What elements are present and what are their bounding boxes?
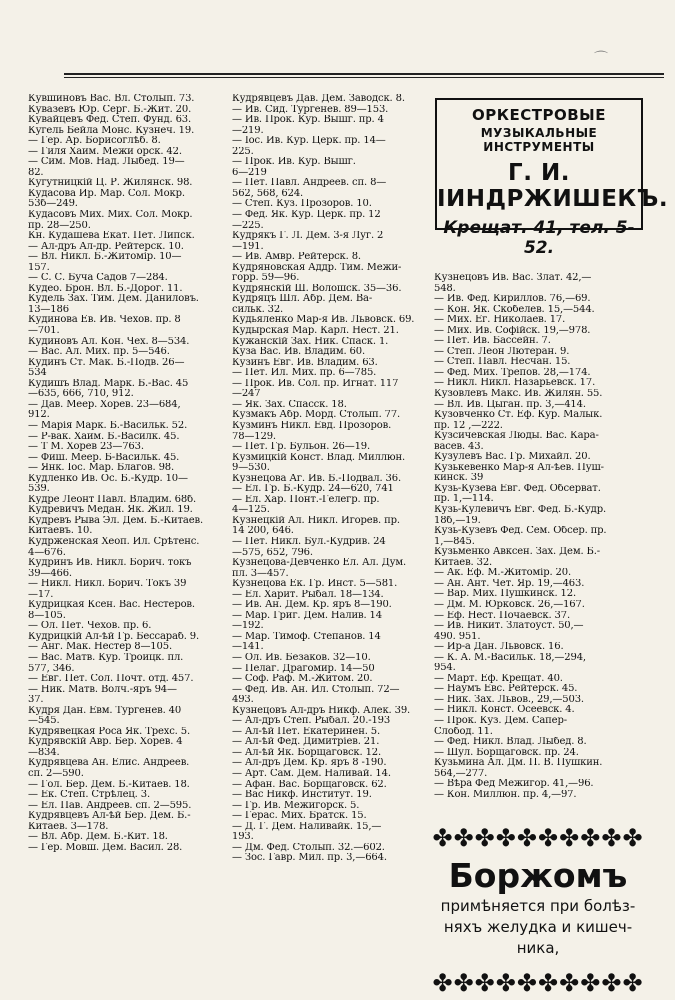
- directory-entry-line: — Ел. Гр. Б.-Кудр. 24—620, 741: [232, 484, 394, 495]
- directory-entry-line: 53б—249.: [28, 199, 78, 210]
- top-rule-thin: [64, 77, 664, 78]
- directory-entry-line: Кудьяленко Мар-я Ив. Львовск. 69.: [232, 315, 415, 326]
- directory-entry-line: 157.: [28, 262, 50, 273]
- directory-entry-line: — Вл. Абр. Дем. Б.-Кит. 18.: [28, 832, 168, 843]
- directory-entry-line: — Пет. Гр. Бульон. 26—19.: [232, 442, 371, 453]
- directory-entry-line: Кудасова Ир. Мар. Сол. Мокр.: [28, 188, 185, 199]
- directory-entry-line: — Прок. Ив. Сол. пр. Игнат. 117: [232, 378, 399, 389]
- directory-entry-line: — Фед. Ив. Ан. Ил. Столып. 72—: [232, 684, 400, 695]
- directory-entry-line: — Афан. Вас. Борщаговск. 62.: [232, 779, 387, 790]
- directory-entry-line: 490. 951.: [434, 631, 481, 642]
- tagline-line-2: няхъ желудка и кишеч-: [443, 918, 633, 936]
- directory-entry-line: 8—105.: [28, 610, 66, 621]
- directory-entry-line: — Ол. Ив. Безаков. 32—10.: [232, 652, 371, 663]
- directory-entry-line: Кувшиновъ Вас. Вл. Столып. 73.: [28, 94, 195, 104]
- directory-entry-line: Кудрявцевъ Ал-ѣй Бер. Дем. Б.-: [28, 811, 191, 822]
- directory-entry-line: — Д. Г. Дем. Наливайк. 15,—: [232, 821, 382, 832]
- directory-entry-line: 1,—845.: [434, 536, 475, 547]
- directory-entry-line: — Ник. Зах. Львов., 29,—503.: [434, 694, 584, 705]
- directory-entry-line: 18б,—19.: [434, 515, 481, 526]
- directory-entry-line: —141.: [232, 642, 264, 653]
- directory-entry-line: —191.: [232, 241, 264, 252]
- directory-entry-line: Кудре Леонт Павл. Владим. 68б.: [28, 494, 197, 505]
- directory-entry-line: Кудрявцева Ан. Елис. Андреев.: [28, 758, 190, 769]
- directory-entry-line: — Як. Зах. Спасск. 18.: [232, 399, 347, 410]
- directory-entry-line: Кужанскій Зах. Ник. Спаск. 1.: [232, 336, 389, 347]
- directory-entry-line: 225.: [232, 146, 254, 157]
- directory-entry-line: 577, 346.: [28, 663, 75, 674]
- directory-entry-line: — Еф. Нест. Почаевск. 37.: [434, 610, 571, 621]
- directory-entry-line: 9—530.: [232, 463, 270, 474]
- directory-entry-line: 564,—277.: [434, 768, 488, 779]
- directory-entry-line: Кузь-Кузевъ Фед. Сем. Обсер. пр.: [434, 526, 607, 537]
- directory-entry-line: Кудринъ Ив. Никл. Борич. токъ: [28, 558, 192, 569]
- directory-entry-line: — Ал-дръ Ал-др. Рейтерск. 10.: [28, 241, 184, 252]
- directory-entry-line: —545.: [28, 716, 60, 727]
- directory-entry-line: — Вл. Никл. Б.-Житомір. 10—: [28, 252, 182, 263]
- directory-entry-line: — Евг. Пет. Сол. Почт. отд. 457.: [28, 674, 194, 685]
- directory-entry-line: горр. 59—96.: [232, 273, 300, 284]
- directory-entry-line: 548.: [434, 283, 456, 294]
- directory-entry-line: — Арт. Сам. Дем. Наливай. 14.: [232, 769, 391, 779]
- directory-entry-line: Кудряновская Аддр. Тим. Межи-: [232, 262, 402, 273]
- directory-entry-line: Кузулевъ Вас. Гр. Михайл. 20.: [434, 452, 591, 463]
- directory-entry-line: Кузь-Кузева Евг. Фед. Обсерват.: [434, 483, 601, 494]
- directory-entry-line: — Ив. Прок. Кур. Вышг. пр. 4: [232, 115, 384, 126]
- directory-entry-line: Кузминъ Никл. Евд. Прозоров.: [232, 420, 392, 431]
- directory-entry-line: — Прок. Куз. Дем. Сапер-: [434, 715, 567, 726]
- borjom-ad: [424, 824, 652, 997]
- directory-entry-line: 493.: [232, 695, 254, 706]
- directory-entry-line: Кузнецовъ Ал-дръ Никф. Алек. 39.: [232, 705, 411, 716]
- directory-entry-line: — Гер. Мовш. Дем. Васил. 28.: [28, 842, 183, 853]
- directory-entry-line: пр. 12 ,—222.: [434, 420, 503, 431]
- directory-entry-line: — Ол. Пет. Чехов. пр. 6.: [28, 621, 152, 632]
- directory-entry-line: Китаев. 3—178.: [28, 821, 109, 832]
- directory-entry-line: Китаевъ. 10.: [28, 526, 93, 537]
- directory-entry-line: — Степ. Леон Лютеран. 9.: [434, 346, 570, 357]
- directory-entry-line: — Шул. Борщаговск. пр. 24.: [434, 747, 579, 758]
- directory-entry-line: — Марія Марк. Б.-Васильк. 52.: [28, 420, 188, 431]
- directory-entry-line: Кузнецова Ек. Гр. Инст. 5—581.: [232, 579, 398, 590]
- directory-entry-line: — Фед. Як. Кур. Церк. пр. 12: [232, 210, 381, 221]
- directory-entry-line: сильк. 32.: [232, 304, 284, 315]
- directory-entry-line: — Ив. Сид. Тургенев. 89—153.: [232, 104, 389, 115]
- directory-entry-line: — Дм. М. Юрковск. 26,—167.: [434, 599, 585, 610]
- ad-line-3: ИНСТРУМЕНТЫ: [483, 140, 595, 154]
- directory-entry-line: — Пет. Ил. Мих. пр. 6—785.: [232, 368, 377, 379]
- directory-entry-line: Кузсичевская Люды. Вас. Карa-: [434, 431, 599, 442]
- directory-entry-line: 4—125.: [232, 505, 270, 516]
- directory-entry-line: —701.: [28, 326, 60, 337]
- directory-entry-line: — Ек. Степ. Стрѣлец. 3.: [28, 790, 150, 801]
- directory-entry-line: — Зос. Гавр. Мил. пр. 3,—664.: [232, 853, 387, 864]
- directory-entry-line: —225.: [232, 220, 264, 231]
- directory-entry-line: Кузь-Кулевичъ Евг. Фед. Б.-Кудр.: [434, 505, 606, 516]
- directory-entry-line: 14 200, 646.: [232, 526, 294, 537]
- directory-entry-line: — Пет. Ив. Бассейн. 7.: [434, 336, 551, 347]
- directory-entry-line: — Ел. Хар. Понт.-Гелегр. пр.: [232, 494, 380, 505]
- directory-entry-line: Китаев. 32.: [434, 557, 493, 568]
- directory-entry-line: — Кон. Як. Скобелев. 15,—544.: [434, 304, 595, 315]
- directory-entry-line: — Ир-а Дан. Львовск. 16.: [434, 642, 564, 653]
- directory-entry-line: Кудиновъ Ал. Кон. Чех. 8—534.: [28, 336, 190, 347]
- directory-entry-line: пр. 28—250.: [28, 220, 91, 231]
- directory-entry-line: — Ал-ѣй Як. Борщаговск. 12.: [232, 747, 382, 758]
- directory-entry-line: — Мар. Григ. Дем. Налив. 14: [232, 610, 382, 621]
- directory-entry-line: — Гол. Бер. Дем. Б.-Китаев. 18.: [28, 779, 190, 790]
- directory-entry-line: Кудря Дан. Евм. Тургенев. 40: [28, 705, 182, 716]
- directory-entry-line: Кн. Кудашева Екат. Пет. Липск.: [28, 231, 195, 242]
- directory-entry-line: — Фед. Никл. Влад. Лыбед. 8.: [434, 737, 587, 748]
- ad-merchant-name: Г. И. ІИНДРЖИШЕКЪ.: [437, 160, 669, 212]
- directory-entry-line: 78—129.: [232, 431, 276, 442]
- directory-entry-line: 562, 568, 624.: [232, 188, 304, 199]
- directory-entry-line: Кудревъ Рыва Эл. Дем. Б.-Китаев.: [28, 515, 204, 526]
- directory-entry-line: — Вл. Ив. Цыган. пр. 3,—414.: [434, 399, 586, 410]
- directory-entry-line: —247: [232, 389, 261, 400]
- directory-entry-line: Кудель Зах. Тим. Дем. Даниловъ.: [28, 294, 199, 305]
- directory-entry-line: 954.: [434, 663, 456, 674]
- ornament-top: ✤✤✤✤✤✤✤✤✤✤: [432, 824, 644, 852]
- directory-entry-line: — Никл. Никл. Назарьевск. 17.: [434, 378, 596, 389]
- directory-entry-line: Кудрженская Хеоп. Ил. Срѣтенс.: [28, 536, 200, 547]
- directory-column-3: [434, 273, 648, 800]
- directory-entry-line: 6—219: [232, 167, 267, 178]
- directory-entry-line: Кувайцевъ Фед. Степ. Фунд. 63.: [28, 115, 192, 126]
- directory-entry-line: — Ив. Амвр. Рейтерск. 8.: [232, 252, 361, 263]
- directory-entry-line: — Пет. Павл. Андреев. сп. 8—: [232, 178, 387, 189]
- directory-entry-line: — Вар. Мих. Пушкинск. 12.: [434, 589, 576, 600]
- directory-entry-line: — Гер. Ар. Борисоглѣб. 8.: [28, 136, 161, 147]
- directory-entry-line: Кузьменко Авксен. Зах. Дем. Б.-: [434, 547, 600, 558]
- directory-entry-line: кинск. 39: [434, 473, 484, 484]
- directory-entry-line: 4—676.: [28, 547, 66, 558]
- directory-entry-line: Кузинъ Евг. Ив. Владим. 63.: [232, 357, 378, 368]
- directory-entry-line: — Анг. Мак. Нестер 8—105.: [28, 642, 172, 653]
- directory-entry-line: — Ал-дръ Дем. Кр. яръ 8 -190.: [232, 758, 387, 769]
- tagline-line-1: примѣняется при болѣз-: [440, 897, 636, 915]
- directory-entry-line: — Март. Еф. Крещат. 40.: [434, 673, 563, 684]
- directory-entry-line: — Вѣра Фед Межигор. 41,—96.: [434, 779, 594, 790]
- directory-entry-line: Кудрянскій Ш. Волошск. 35—36.: [232, 283, 402, 294]
- directory-entry-line: 912.: [28, 410, 50, 421]
- directory-entry-line: Кузькевенко Мар-я Ал-ѣев. Пуш-: [434, 462, 604, 473]
- directory-entry-line: — Ан. Ант. Чет. Яр. 19,—463.: [434, 578, 585, 589]
- directory-entry-line: — Фед. Мих. Трепов. 28,—174.: [434, 367, 591, 378]
- directory-entry-line: 534: [28, 368, 47, 379]
- directory-entry-line: сп. 2—590.: [28, 769, 84, 779]
- directory-entry-line: — Никл. Конст. Осеевск. 4.: [434, 705, 575, 716]
- directory-entry-line: — Мар. Тимоф. Степанов. 14: [232, 631, 381, 642]
- directory-entry-line: —17.: [28, 589, 54, 600]
- directory-entry-line: — Пет. Никл. Бул.-Кудрив. 24: [232, 536, 386, 547]
- directory-entry-line: — Наумъ Евс. Рейтерск. 45.: [434, 684, 578, 695]
- directory-entry-line: Кудрицкая Ксен. Вас. Нестеров.: [28, 600, 195, 611]
- directory-entry-line: — Гр. Ив. Межигорск. 5.: [232, 800, 360, 811]
- directory-entry-line: Кузовлевъ Макс. Ив. Жилян. 55.: [434, 389, 603, 400]
- ad-line-1: ОРКЕСТРОВЫЕ: [472, 106, 606, 124]
- directory-entry-line: 539.: [28, 484, 50, 495]
- directory-entry-line: — Дав. Меер. Хорев. 23—684,: [28, 399, 181, 410]
- directory-entry-line: Слобод. 11.: [434, 726, 493, 737]
- directory-entry-line: — Ак. Еф. М.-Житомір. 20.: [434, 568, 571, 579]
- tagline-line-3: ника,: [516, 939, 560, 957]
- directory-entry-line: — Ал-дръ Степ. Рыбал. 20.-193: [232, 716, 391, 727]
- directory-entry-line: Кудишъ Влад. Марк. Б.-Вас. 45: [28, 378, 189, 389]
- directory-entry-line: — Герас. Мих. Братск. 15.: [232, 811, 367, 822]
- directory-entry-line: — Вас. Ал. Мих. пр. 5—546.: [28, 347, 170, 358]
- page-corner-mark: ⌒: [594, 51, 608, 67]
- directory-entry-line: — Іос. Ив. Кур. Церк. пр. 14—: [232, 136, 386, 147]
- top-rule: [64, 73, 664, 75]
- directory-entry-line: — Кон. Миллюн. пр. 4,—97.: [434, 789, 577, 800]
- directory-entry-line: — Сим. Мов. Над. Лыбед. 19—: [28, 157, 185, 168]
- ad-line-2: МУЗЫКАЛЬНЫЕ: [480, 126, 598, 140]
- directory-entry-line: — Степ. Куз. Прозоров. 10.: [232, 199, 372, 210]
- directory-entry-line: Кудасовъ Мих. Мих. Сол. Мокр.: [28, 210, 193, 221]
- directory-entry-line: — Ив. Фед. Кириллов. 76,—69.: [434, 294, 591, 305]
- orchestra-instruments-ad: [435, 98, 669, 258]
- directory-column-2: [232, 94, 430, 864]
- directory-entry-line: Куза Вас. Ив. Владим. 60.: [232, 347, 365, 358]
- directory-column-1: [28, 94, 230, 853]
- directory-entry-line: —834.: [28, 747, 60, 758]
- directory-entry-line: Кузнецова Аг. Ив. Б.-Подвал. 36.: [232, 473, 401, 484]
- directory-entry-line: Кугель Бейла Монс. Кузнеч. 19.: [28, 125, 195, 136]
- directory-entry-line: Кудряцъ Шл. Абр. Дем. Ва-: [232, 294, 373, 305]
- directory-entry-line: Кугутницкій Ц. Р. Жилянск. 98.: [28, 178, 193, 189]
- directory-entry-line: — Янк. Іос. Мар. Благов. 98.: [28, 463, 175, 474]
- directory-entry-line: — Ал-ѣй Фед. Димитріев. 21.: [232, 737, 380, 748]
- directory-entry-line: Кузнецкій Ал. Никл. Игорев. пр.: [232, 515, 400, 526]
- directory-entry-line: — Гиля Хаим. Межи орск. 42.: [28, 146, 182, 157]
- directory-entry-line: —192.: [232, 621, 264, 632]
- directory-entry-line: — Фиш. Меер. Б-Васильк. 45.: [28, 452, 180, 463]
- directory-entry-line: —635, 666, 710, 912.: [28, 389, 134, 400]
- directory-entry-line: васев. 43.: [434, 441, 484, 452]
- directory-entry-line: 39—466.: [28, 568, 72, 579]
- directory-entry-line: — Никл. Никл. Борич. Токъ 39: [28, 579, 187, 590]
- directory-entry-line: Кудрявецкая Роса Як. Трехс. 5.: [28, 726, 190, 737]
- directory-entry-line: пл. 3—457.: [232, 568, 289, 579]
- directory-entry-line: — Мих. Ег. Николаев. 17.: [434, 315, 566, 326]
- directory-entry-line: — Ив. Ан. Дем. Кр. яръ 8—190.: [232, 600, 392, 611]
- directory-entry-line: Кудинъ Ст. Мак. Б.-Подв. 26—: [28, 357, 185, 368]
- directory-entry-line: — Ел. Харит. Рыбал. 18—134.: [232, 589, 384, 600]
- directory-entry-line: Кудрявцевъ Дав. Дем. Заводск. 8.: [232, 94, 405, 104]
- directory-entry-line: — Вас. Матв. Кур. Троицк. пл.: [28, 652, 184, 663]
- directory-entry-line: — Прок. Ив. Кур. Вышг.: [232, 157, 356, 168]
- directory-entry-line: Кудрякъ Г. Л. Дем. 3-я Луг. 2: [232, 231, 384, 242]
- directory-entry-line: пр. 1,—114.: [434, 494, 494, 505]
- directory-entry-line: Кудео. Брон. Вл. Б.-Дорог. 11.: [28, 283, 183, 294]
- directory-entry-line: — Ал-ѣй Пет. Екатеринен. 5.: [232, 726, 381, 737]
- directory-entry-line: — Дм. Фед. Столып. 32.—602.: [232, 842, 385, 853]
- directory-entry-line: 13—186: [28, 304, 69, 315]
- directory-entry-line: — Соф. Раф. М.-Житом. 20.: [232, 674, 373, 685]
- directory-entry-line: — Степ. Павл. Несчан. 15.: [434, 357, 571, 368]
- directory-entry-line: — С. С. Буча Садов 7—284.: [28, 273, 168, 284]
- directory-entry-line: —219.: [232, 125, 264, 136]
- directory-entry-line: — Ел. Пав. Андреев. сп. 2—595.: [28, 800, 192, 811]
- directory-entry-line: — Ник. Матв. Волч.-яръ 94—: [28, 684, 177, 695]
- brand-name: Боржомъ: [448, 856, 628, 895]
- directory-entry-line: Кузьмина Ал. Дм. П. В. Пушкин.: [434, 758, 603, 769]
- directory-entry-line: Кудрицкій Ал-ѣй Гр. Бессараб. 9.: [28, 631, 200, 642]
- directory-entry-line: Кудленко Ив. Ос. Б.-Кудр. 10—: [28, 473, 188, 484]
- directory-entry-line: Кудырская Мар. Карл. Нест. 21.: [232, 326, 399, 337]
- directory-entry-line: — Вас Никф. Институт. 19.: [232, 790, 372, 801]
- directory-entry-line: Кувазевъ Юр. Серг. Б.-Жит. 20.: [28, 104, 192, 115]
- directory-entry-line: — Пелаг. Драгомир. 14—50: [232, 663, 375, 674]
- directory-entry-line: 193.: [232, 832, 254, 843]
- directory-entry-line: Кузнецовъ Ив. Вас. Злат. 42,—: [434, 273, 592, 283]
- directory-entry-line: — Р-вак. Хаим. Б.-Василк. 45.: [28, 431, 180, 442]
- directory-entry-line: — К. А. М.-Васильк. 18,—294,: [434, 652, 586, 663]
- ad-address: Крещат. 41, тел. 5-52.: [443, 218, 635, 258]
- directory-entry-line: Кудрявскій Авр. Бер. Хорев. 4: [28, 737, 183, 748]
- directory-entry-line: Кузмицкій Конст. Влад. Миллюн.: [232, 452, 405, 463]
- directory-entry-line: —575, 652, 796.: [232, 547, 313, 558]
- directory-entry-line: Кузмакъ Абр. Морд. Столып. 77.: [232, 410, 401, 421]
- directory-entry-line: — Т М. Хорев 23—763.: [28, 442, 144, 453]
- directory-entry-line: — Мих. Ив. Софійск. 19,—978.: [434, 325, 591, 336]
- directory-entry-line: 37.: [28, 695, 44, 706]
- directory-entry-line: — Ив. Никит. Златоуст. 50,—: [434, 621, 584, 632]
- directory-entry-line: Кудревичъ Медан. Як. Жил. 19.: [28, 505, 193, 516]
- ornament-bottom: ✤✤✤✤✤✤✤✤✤✤: [432, 969, 644, 997]
- directory-entry-line: 82.: [28, 167, 44, 178]
- directory-entry-line: Кудинова Ев. Ив. Чехов. пр. 8: [28, 315, 181, 326]
- directory-entry-line: Кузовченко Ст. Еф. Кур. Малык.: [434, 410, 603, 421]
- directory-entry-line: Кузнецова-Девченко Ел. Ал. Дум.: [232, 558, 407, 569]
